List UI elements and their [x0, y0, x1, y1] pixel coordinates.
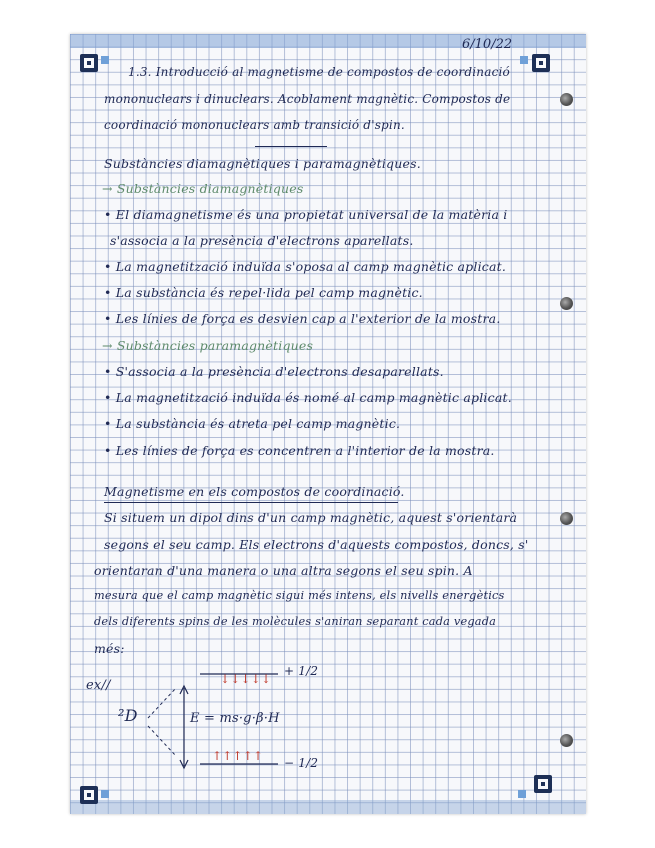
energy-formula: E = ms·g·β·H	[190, 711, 280, 726]
diamagnetic-heading: → Substàncies diamagnètiques	[102, 181, 304, 196]
punch-hole	[560, 297, 573, 310]
paragraph-line-4: mesura que el camp magnètic sigui més intens, els nivells energètics	[94, 589, 505, 602]
paragraph-line-2: segons el seu camp. Els electrons d'aquests compostos, doncs, s'	[104, 537, 529, 552]
section-underline	[104, 502, 398, 503]
corner-dot-top-right	[520, 56, 528, 64]
paramag-line-1: • S'associa a la presència d'electrons desaparellats.	[104, 364, 444, 379]
diamag-line-1: • El diamagnetisme és una propietat universal de la matèria i	[104, 207, 508, 222]
diamag-line-3: • La magnetització induïda s'oposa al camp magnètic aplicat.	[104, 259, 507, 274]
paragraph-line-1: Si situem un dipol dins d'un camp magnètic, aquest s'orientarà	[104, 510, 518, 525]
paragraph-line-3: orientaran d'una manera o una altra segons el seu spin. A	[94, 563, 473, 578]
spin-up-arrows: ↑↑↑↑↑	[212, 749, 264, 763]
section-heading-2: Magnetisme en els compostos de coordinació.	[104, 484, 405, 499]
corner-dot-bottom-right	[518, 790, 526, 798]
title-line-3: coordinació mononuclears amb transició d'spin.	[104, 118, 405, 132]
title-line-2: mononuclears i dinuclears. Acoblament magnètic. Compostos de	[104, 92, 511, 106]
punch-hole	[560, 93, 573, 106]
corner-marker-bottom-left	[80, 786, 98, 804]
date: 6/10/22	[462, 37, 513, 52]
title-line-1: 1.3. Introducció al magnetisme de compostos de coordinació	[128, 65, 510, 79]
paramag-line-3: • La substància és atreta pel camp magnètic.	[104, 416, 401, 431]
paragraph-line-6: més:	[94, 641, 125, 656]
corner-marker-top-right	[532, 54, 550, 72]
corner-dot-bottom-left	[101, 790, 109, 798]
paramagnetic-heading: → Substàncies paramagnètiques	[102, 338, 314, 353]
corner-marker-bottom-right	[534, 775, 552, 793]
diamag-line-2: s'associa a la presència d'electrons aparellats.	[110, 233, 414, 248]
example-label: ex//	[86, 678, 111, 693]
title-divider	[255, 146, 327, 147]
spin-down-arrows: ↓↓↓↓↓	[220, 672, 272, 686]
section-heading: Substàncies diamagnètiques i paramagnètiques.	[104, 156, 421, 171]
state-label: ²D	[118, 706, 138, 725]
diamag-line-4: • La substància és repel·lida pel camp magnètic.	[104, 285, 423, 300]
page-bottom-edge	[70, 800, 586, 814]
paragraph-line-5: dels diferents spins de les molècules s'aniran separant cada vegada	[94, 615, 497, 628]
energy-level-diagram	[80, 656, 340, 786]
punch-hole	[560, 734, 573, 747]
diamag-line-5: • Les línies de força es desvien cap a l'exterior de la mostra.	[104, 311, 501, 326]
paramag-line-4: • Les línies de força es concentren a l'interior de la mostra.	[104, 443, 495, 458]
punch-hole	[560, 512, 573, 525]
lower-level-label: − 1/2	[284, 756, 319, 770]
upper-level-label: + 1/2	[284, 664, 319, 678]
paramag-line-2: • La magnetització induïda és nomé al camp magnètic aplicat.	[104, 390, 512, 405]
corner-marker-top-left	[80, 54, 98, 72]
corner-dot-top-left	[101, 56, 109, 64]
